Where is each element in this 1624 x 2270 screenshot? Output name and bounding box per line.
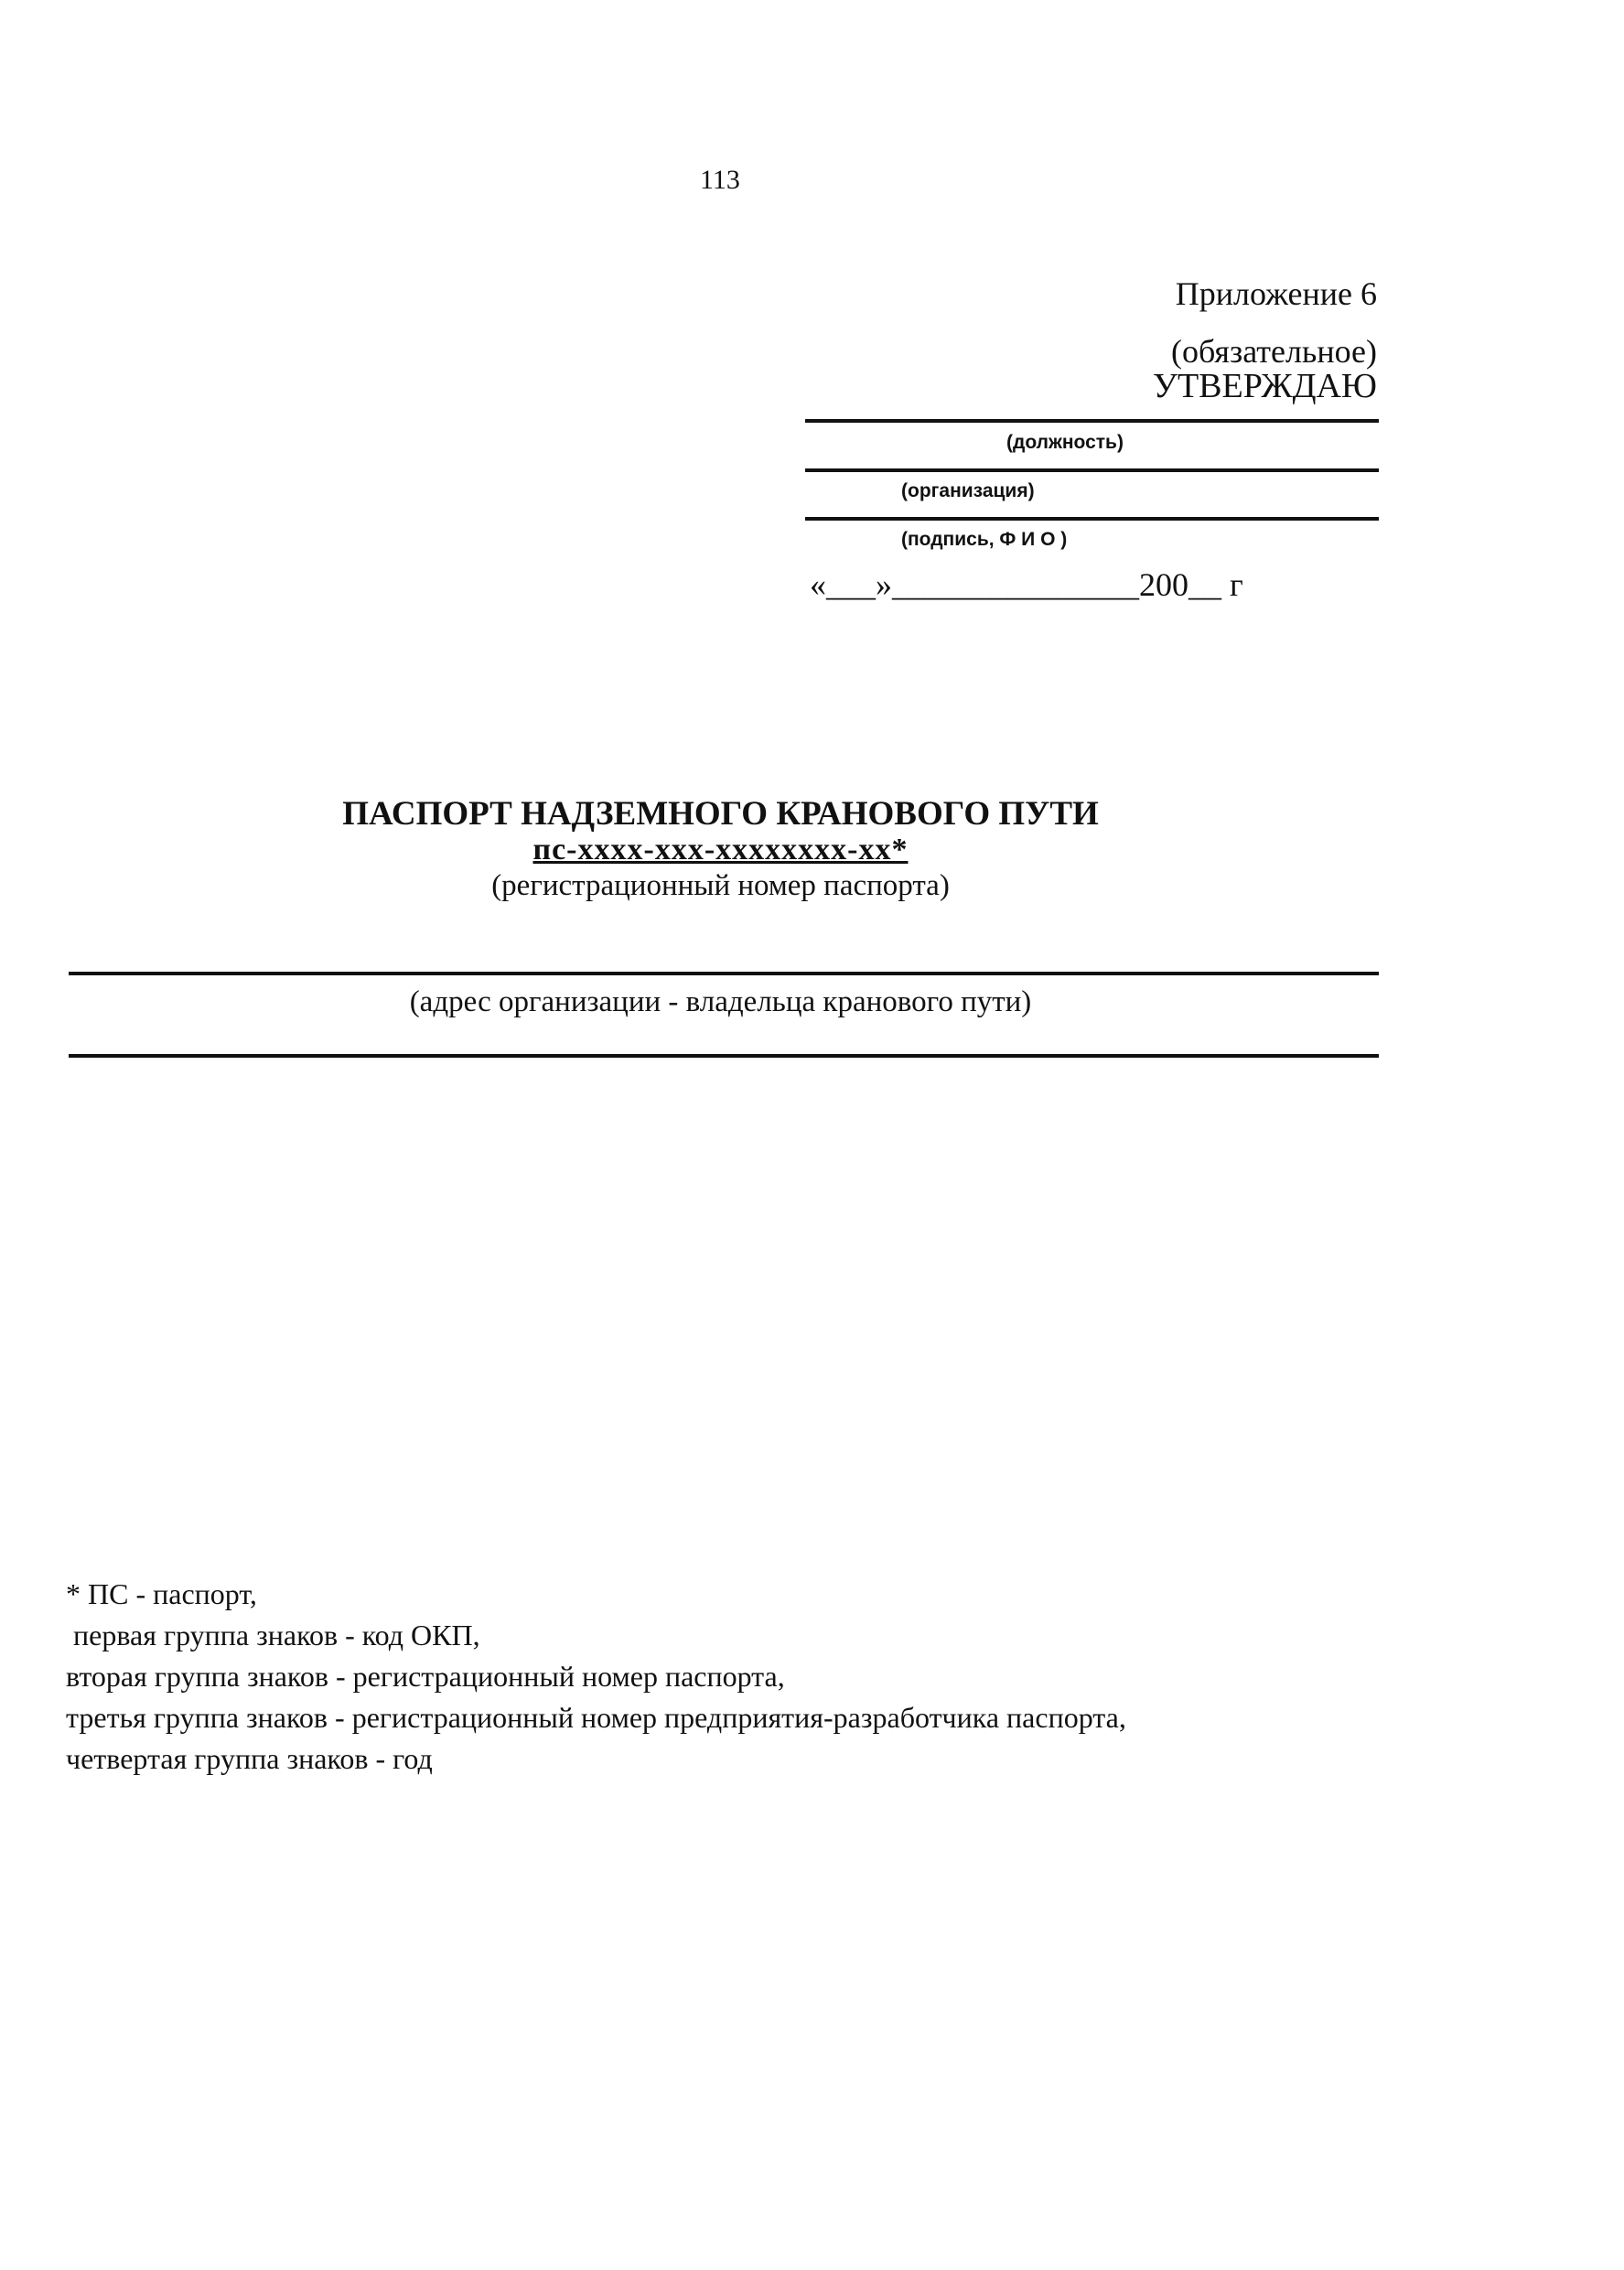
registration-caption: (регистрационный номер паспорта) bbox=[491, 869, 950, 902]
footnotes bbox=[66, 1574, 1126, 1780]
footnote-line: третья группа знаков - регистрационный номер предприятия-разработчика паспорта, bbox=[66, 1701, 1126, 1734]
mandatory-label: (обязательное) bbox=[1171, 333, 1377, 370]
address-line-bottom bbox=[69, 1054, 1379, 1058]
position-caption: (должность) bbox=[1006, 432, 1124, 453]
registration-code bbox=[0, 833, 1441, 867]
footnote-line: четвертая группа знаков - год bbox=[66, 1742, 433, 1775]
organization-caption: (организация) bbox=[901, 480, 1035, 501]
address-line-top bbox=[69, 972, 1379, 975]
position-line bbox=[805, 419, 1379, 423]
approve-label: УТВЕРЖДАЮ bbox=[1153, 367, 1377, 405]
appendix-label: Приложение 6 bbox=[1175, 275, 1377, 312]
footnote-line: * ПС - паспорт, bbox=[66, 1577, 257, 1610]
organization-line bbox=[805, 468, 1379, 472]
signature-caption: (подпись, Ф И О ) bbox=[901, 529, 1068, 550]
document-title: ПАСПОРТ НАДЗЕМНОГО КРАНОВОГО ПУТИ bbox=[342, 795, 1099, 833]
footnote-line: вторая группа знаков - регистрационный номер паспорта, bbox=[66, 1660, 785, 1693]
address-caption: (адрес организации - владельца кранового пути) bbox=[409, 985, 1032, 1018]
date-line: «___»_______________200__ г bbox=[810, 566, 1243, 603]
page-number: 113 bbox=[700, 165, 740, 195]
registration-code-text: пс-хххх-ххх-хххххххх-хх* bbox=[532, 833, 909, 866]
footnote-line: первая группа знаков - код ОКП, bbox=[66, 1619, 480, 1651]
signature-line bbox=[805, 517, 1379, 521]
